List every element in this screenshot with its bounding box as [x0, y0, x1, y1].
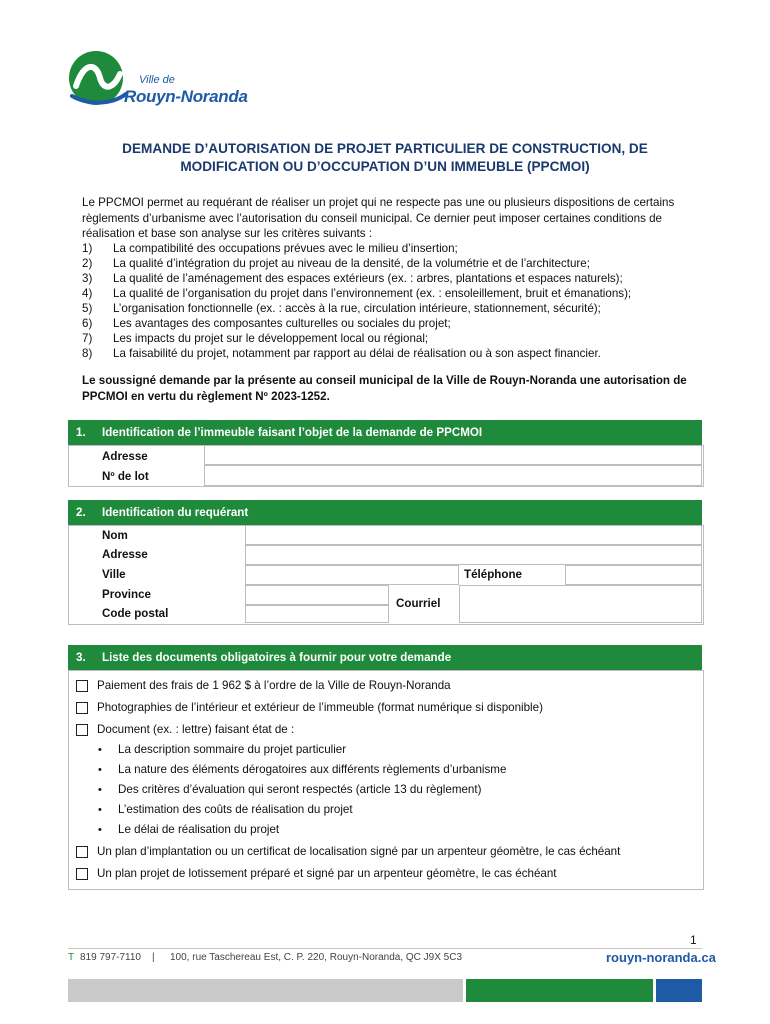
page-number: 1: [690, 933, 697, 947]
footer-address: 100, rue Taschereau Est, C. P. 220, Rouyn-Noranda, QC J9X 5C3: [170, 952, 463, 963]
bullet-icon: •: [98, 744, 102, 756]
doc-item-subdivision-plan: Un plan projet de lotissement préparé et signé par un arpenteur géomètre, le cas échéant: [97, 867, 557, 880]
postal-code-field[interactable]: [245, 605, 389, 623]
lot-label: Nº de lot: [102, 470, 149, 483]
bullet-icon: •: [98, 764, 102, 776]
section-3-header: 3. Liste des documents obligatoires à fournir pour votre demande: [68, 645, 702, 670]
province-field[interactable]: [245, 585, 389, 605]
footer-divider: [68, 948, 702, 949]
doc-item-implantation-plan: Un plan d’implantation ou un certificat de localisation signé par un arpenteur géomètre, le cas échéant: [97, 845, 621, 858]
checkbox-subdivision-plan[interactable]: [76, 868, 88, 880]
doc-subitem: L’estimation des coûts de réalisation du projet: [118, 803, 353, 816]
email-label: Courriel: [396, 597, 441, 610]
section-2-header: 2. Identification du requérant: [68, 500, 702, 525]
footer-bar-green: [466, 979, 653, 1002]
city-field[interactable]: [245, 565, 459, 585]
city-label: Ville: [102, 568, 126, 581]
page-title: [84, 140, 686, 176]
footer-separator: |: [152, 952, 155, 963]
postal-code-label: Code postal: [102, 607, 169, 620]
doc-subitem: Des critères d’évaluation qui seront respectés (article 13 du règlement): [118, 783, 482, 796]
footer-phone: 819 797-7110: [80, 952, 141, 963]
checkbox-document[interactable]: [76, 724, 88, 736]
phone-field[interactable]: [565, 565, 702, 585]
name-label: Nom: [102, 529, 128, 542]
bullet-icon: •: [98, 784, 102, 796]
checkbox-fees[interactable]: [76, 680, 88, 692]
logo-city-name: Rouyn-Noranda: [124, 87, 248, 106]
footer-bar-blue: [656, 979, 702, 1002]
declaration-text: Le soussigné demande par la présente au conseil municipal de la Ville de Rouyn-Noranda une autorisation de PPCMOI en vertu du règlement Nº 2023-1252.: [82, 374, 687, 403]
checkbox-implantation-plan[interactable]: [76, 846, 88, 858]
name-field[interactable]: [245, 525, 702, 545]
footer-phone-prefix: T: [68, 952, 75, 963]
title-line-2: MODIFICATION OU D’OCCUPATION D’UN IMMEUBLE (PPCMOI): [180, 159, 590, 174]
phone-label: Téléphone: [464, 568, 522, 581]
checkbox-photos[interactable]: [76, 702, 88, 714]
property-address-field[interactable]: [204, 445, 702, 465]
section-1-header: 1. Identification de l’immeuble faisant l’objet de la demande de PPCMOI: [68, 420, 702, 445]
logo-small-text: Ville de: [139, 74, 175, 86]
applicant-address-field[interactable]: [245, 545, 702, 565]
lot-number-field[interactable]: [204, 465, 702, 486]
bullet-icon: •: [98, 804, 102, 816]
doc-subitem: La description sommaire du projet particulier: [118, 743, 347, 756]
applicant-address-label: Adresse: [102, 548, 148, 561]
doc-item-fees: Paiement des frais de 1 962 $ à l’ordre de la Ville de Rouyn-Noranda: [97, 679, 451, 692]
doc-subitem: Le délai de réalisation du projet: [118, 823, 280, 836]
address-label: Adresse: [102, 450, 148, 463]
email-field[interactable]: [459, 585, 702, 623]
doc-item-document: Document (ex. : lettre) faisant état de :: [97, 723, 295, 736]
province-label: Province: [102, 588, 151, 601]
title-line-1: DEMANDE D’AUTORISATION DE PROJET PARTICULIER DE CONSTRUCTION, DE: [122, 141, 648, 156]
intro-paragraph: Le PPCMOI permet au requérant de réaliser un projet qui ne respecte pas une ou plusieurs dispositions de certains règlements d’urbanisme avec l’autorisation du conseil municipal. Ce dernier peut imposer certaines conditions de réalisation et base son analyse sur les critères suivants :: [82, 196, 675, 240]
bullet-icon: •: [98, 824, 102, 836]
footer-website[interactable]: rouyn-noranda.ca: [606, 950, 716, 965]
doc-subitem: La nature des éléments dérogatoires aux différents règlements d’urbanisme: [118, 763, 507, 776]
doc-item-photos: Photographies de l’intérieur et extérieur de l’immeuble (format numérique si disponible): [97, 701, 543, 714]
footer-bar-gray: [68, 979, 463, 1002]
